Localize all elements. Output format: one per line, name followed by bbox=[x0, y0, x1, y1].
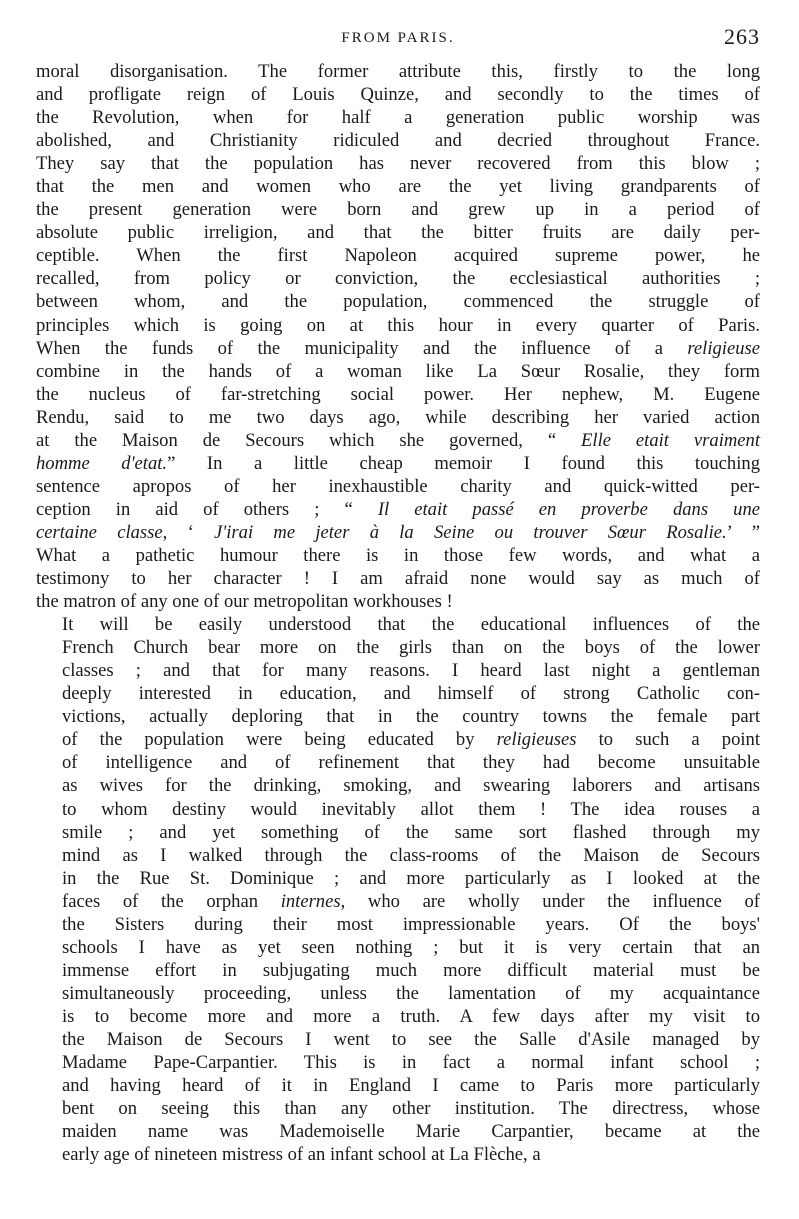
text-run: is to become more and more a truth. A few days after my visit to bbox=[62, 1005, 760, 1027]
text-line bbox=[36, 728, 760, 751]
text-run: ” In a little cheap memoir I found this touching bbox=[167, 452, 760, 474]
text-run: sentence apropos of her inexhaustible charity and quick-witted per- bbox=[36, 475, 760, 497]
text-line bbox=[36, 1074, 760, 1097]
text-line bbox=[36, 383, 760, 406]
text-line bbox=[36, 290, 760, 313]
text-run: victions, actually deploring that in the country towns the female part bbox=[62, 706, 760, 728]
text-run: Rendu, said to me two days ago, while describing her varied action bbox=[36, 406, 760, 428]
text-line bbox=[36, 60, 760, 83]
italic-text: internes bbox=[280, 890, 341, 912]
text-run: testimony to her character ! I am afraid none would say as much of bbox=[36, 568, 760, 590]
body-text bbox=[36, 60, 760, 1166]
text-line bbox=[36, 498, 760, 521]
text-run: When the funds of the municipality and the influence of a bbox=[36, 337, 688, 359]
text-line bbox=[36, 1120, 760, 1143]
text-line bbox=[36, 129, 760, 152]
text-line bbox=[36, 751, 760, 774]
text-line bbox=[36, 175, 760, 198]
text-run: the Maison de Secours I went to see the Salle d'Asile managed by bbox=[62, 1028, 760, 1050]
text-run: principles which is going on at this hour in every quarter of Paris. bbox=[36, 314, 760, 336]
italic-text: Elle etait vraiment bbox=[581, 429, 760, 451]
text-run: the matron of any one of our metropolitan workhouses ! bbox=[36, 591, 453, 613]
text-line bbox=[36, 267, 760, 290]
text-run: early age of nineteen mistress of an infant school at La Flèche, a bbox=[62, 1144, 541, 1166]
text-line bbox=[36, 982, 760, 1005]
text-run: ception in aid of others ; “ bbox=[36, 498, 378, 520]
page-header bbox=[36, 24, 760, 60]
text-line bbox=[36, 844, 760, 867]
text-run: smile ; and yet something of the same sort flashed through my bbox=[62, 821, 760, 843]
text-line bbox=[36, 406, 760, 429]
text-line bbox=[36, 705, 760, 728]
text-line bbox=[36, 221, 760, 244]
text-line bbox=[36, 198, 760, 221]
text-line bbox=[36, 867, 760, 890]
text-run: deeply interested in education, and himself of strong Catholic con- bbox=[62, 683, 760, 705]
text-run: and having heard of it in England I came to Paris more particularly bbox=[62, 1075, 760, 1097]
running-head: FROM PARIS. bbox=[341, 30, 455, 46]
text-run: combine in the hands of a woman like La Sœur Rosalie, they form bbox=[36, 360, 760, 382]
text-line bbox=[36, 821, 760, 844]
text-line bbox=[36, 152, 760, 175]
text-run: at the Maison de Secours which she governed, “ bbox=[36, 429, 582, 451]
text-line bbox=[36, 337, 760, 360]
text-run: recalled, from policy or conviction, the ecclesiastical authorities ; bbox=[36, 268, 760, 290]
text-run: Madame Pape-Carpantier. This is in fact a normal infant school ; bbox=[62, 1052, 760, 1074]
paragraph bbox=[36, 613, 760, 1166]
text-run: ’ ” bbox=[726, 521, 760, 543]
text-line bbox=[36, 774, 760, 797]
text-run: mind as I walked through the class-rooms of the Maison de Secours bbox=[62, 844, 760, 866]
text-run: faces of the orphan bbox=[62, 890, 281, 912]
text-run: bent on seeing this than any other institution. The directress, whose bbox=[62, 1098, 760, 1120]
text-run: immense effort in subjugating much more difficult material must be bbox=[62, 959, 760, 981]
text-run: in the Rue St. Dominique ; and more particularly as I looked at the bbox=[62, 867, 760, 889]
text-line bbox=[36, 1005, 760, 1028]
text-run: to whom destiny would inevitably allot them ! The idea rouses a bbox=[62, 798, 760, 820]
text-line bbox=[36, 659, 760, 682]
italic-text: certaine classe, bbox=[36, 521, 188, 543]
text-run: , who are wholly under the influence of bbox=[340, 890, 760, 912]
text-line bbox=[36, 613, 760, 636]
text-run: classes ; and that for many reasons. I heard last night a gentleman bbox=[62, 660, 760, 682]
italic-text: religieuses bbox=[496, 729, 577, 751]
text-run: as wives for the drinking, smoking, and swearing laborers and artisans bbox=[62, 775, 760, 797]
text-line bbox=[36, 913, 760, 936]
text-run: ceptible. When the first Napoleon acquired supreme power, he bbox=[36, 245, 760, 267]
page-number: 263 bbox=[724, 24, 760, 49]
text-line bbox=[36, 314, 760, 337]
text-line bbox=[36, 1143, 760, 1166]
text-run: the nucleus of far-stretching social power. Her nephew, M. Eugene bbox=[36, 383, 760, 405]
text-run: French Church bear more on the girls than on the boys of the lower bbox=[62, 637, 760, 659]
text-line bbox=[36, 1051, 760, 1074]
text-line bbox=[36, 636, 760, 659]
text-run: of intelligence and of refinement that they had become unsuitable bbox=[62, 752, 760, 774]
text-run: It will be easily understood that the educational influences of the bbox=[62, 614, 760, 636]
italic-text: J'irai me jeter à la Seine ou trouver Sœur Rosalie. bbox=[214, 521, 727, 543]
text-run: that the men and women who are the yet living grandparents of bbox=[36, 176, 760, 198]
text-run: abolished, and Christianity ridiculed and decried throughout France. bbox=[36, 130, 760, 152]
italic-text: homme d'etat. bbox=[36, 452, 168, 474]
text-run: the present generation were born and grew up in a period of bbox=[36, 199, 760, 221]
text-run: of the population were being educated by bbox=[62, 729, 497, 751]
text-line bbox=[36, 360, 760, 383]
text-run: maiden name was Mademoiselle Marie Carpantier, became at the bbox=[62, 1121, 760, 1143]
text-line bbox=[36, 1097, 760, 1120]
text-run: the Sisters during their most impressionable years. Of the boys' bbox=[62, 913, 760, 935]
text-line bbox=[36, 959, 760, 982]
text-run: moral disorganisation. The former attribute this, firstly to the long bbox=[36, 61, 760, 82]
text-run: What a pathetic humour there is in those few words, and what a bbox=[36, 544, 760, 566]
text-line bbox=[36, 452, 760, 475]
text-line bbox=[36, 83, 760, 106]
text-run: and profligate reign of Louis Quinze, and secondly to the times of bbox=[36, 84, 760, 106]
text-line bbox=[36, 890, 760, 913]
italic-text: religieuse bbox=[687, 337, 760, 359]
text-run: simultaneously proceeding, unless the lamentation of my acquaintance bbox=[62, 982, 760, 1004]
text-line bbox=[36, 244, 760, 267]
text-line bbox=[36, 521, 760, 544]
text-run: ‘ bbox=[187, 521, 215, 543]
text-run: absolute public irreligion, and that the bitter fruits are daily per- bbox=[36, 222, 760, 244]
text-line bbox=[36, 1028, 760, 1051]
text-run: between whom, and the population, commenced the struggle of bbox=[36, 291, 760, 313]
text-line bbox=[36, 475, 760, 498]
text-run: schools I have as yet seen nothing ; but it is very certain that an bbox=[62, 936, 760, 958]
text-run: the Revolution, when for half a generation public worship was bbox=[36, 107, 760, 129]
text-run: to such a point bbox=[576, 729, 760, 751]
text-line bbox=[36, 590, 760, 613]
text-line bbox=[36, 798, 760, 821]
text-line bbox=[36, 544, 760, 567]
italic-text: Il etait passé en proverbe dans une bbox=[377, 498, 760, 520]
text-line bbox=[36, 936, 760, 959]
text-run: They say that the population has never recovered from this blow ; bbox=[36, 153, 760, 175]
text-line bbox=[36, 567, 760, 590]
paragraph bbox=[36, 60, 760, 613]
text-line bbox=[36, 429, 760, 452]
book-page bbox=[36, 24, 760, 1166]
text-line bbox=[36, 106, 760, 129]
text-line bbox=[36, 682, 760, 705]
